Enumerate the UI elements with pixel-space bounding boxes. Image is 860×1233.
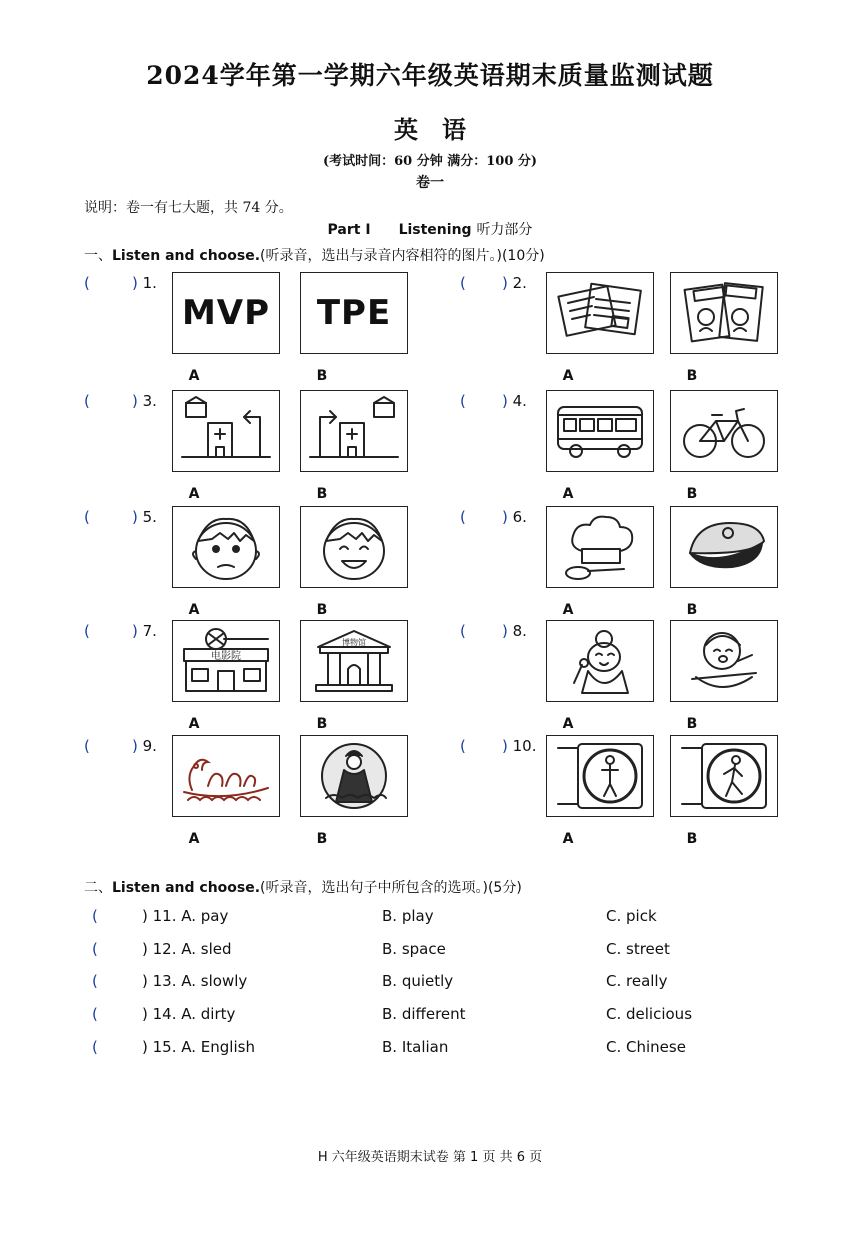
question-number: 6.	[512, 508, 527, 526]
question-number: 8.	[512, 622, 527, 640]
question-label: ) 8.	[502, 622, 527, 640]
question-number: 3.	[142, 392, 157, 410]
girl-singing-icon	[552, 625, 648, 697]
picture-option-a[interactable]	[546, 620, 654, 702]
question-label: ) 9.	[132, 737, 157, 755]
part-name: Listening 听力部分	[398, 222, 533, 238]
picture-option-b[interactable]	[670, 272, 778, 354]
chang-e-moon-icon	[306, 740, 402, 812]
picture-option-b[interactable]	[670, 390, 778, 472]
answer-blank[interactable]	[96, 622, 126, 642]
question-number: 5.	[142, 508, 157, 526]
answer-blank[interactable]	[104, 907, 140, 927]
item-number: 13.	[152, 972, 182, 990]
answer-blank[interactable]	[472, 392, 502, 412]
option-label-a: A	[562, 486, 574, 502]
answer-blank[interactable]	[104, 972, 140, 992]
question-label: ) 6.	[502, 508, 527, 526]
answer-paren-close: )	[142, 940, 153, 958]
answer-paren-open: (	[92, 972, 98, 990]
bus-icon	[552, 395, 648, 467]
option-b-text: B. play	[382, 907, 434, 925]
picture-option-a[interactable]	[172, 620, 280, 702]
answer-paren-open: (	[460, 274, 466, 292]
question-label: ) 2.	[502, 274, 527, 292]
police-cap-icon	[676, 511, 772, 583]
answer-blank[interactable]	[96, 508, 126, 528]
answer-paren-open: (	[84, 508, 90, 526]
answer-paren-open: (	[460, 508, 466, 526]
chef-hat-icon	[552, 511, 648, 583]
worried-boy-icon	[178, 511, 274, 583]
pedestrian-signal-icon	[552, 740, 648, 812]
option-label-b: B	[686, 716, 698, 732]
picture-option-b[interactable]	[670, 620, 778, 702]
answer-blank[interactable]	[96, 274, 126, 294]
answer-paren-close: )	[142, 907, 153, 925]
answer-paren-close: )	[142, 972, 153, 990]
subject-title: 英语	[394, 115, 490, 144]
section1-heading: 一、Listen and choose.(听录音，选出与录音内容相符的图片。)(10分)	[84, 248, 545, 264]
option-b-text: B. Italian	[382, 1038, 449, 1056]
option-label-b: B	[316, 716, 328, 732]
cinema-icon	[178, 625, 274, 697]
answer-blank[interactable]	[104, 1005, 140, 1025]
picture-option-b[interactable]	[300, 272, 408, 354]
newspaper-icon	[552, 277, 648, 349]
question-number: 9.	[142, 737, 157, 755]
option-label-a: A	[188, 831, 200, 847]
option-a-text: A. slowly	[181, 972, 248, 990]
bike-icon	[676, 395, 772, 467]
question-number: 2.	[512, 274, 527, 292]
option-c-text: C. pick	[606, 907, 657, 925]
option-b-text: B. quietly	[382, 972, 454, 990]
option-label-b: B	[316, 602, 328, 618]
time-info: (考试时间：60 分钟 满分：100 分)	[322, 154, 538, 169]
answer-paren-open: (	[84, 274, 90, 292]
option-a-text: A. English	[181, 1038, 255, 1056]
answer-paren-open: (	[92, 1038, 98, 1056]
option-label-a: A	[188, 602, 200, 618]
picture-option-a[interactable]	[172, 272, 280, 354]
item-number: 11.	[152, 907, 182, 925]
answer-paren-open: (	[92, 907, 98, 925]
option-b-text: B. different	[382, 1005, 466, 1023]
section1-title: Listen and choose.	[112, 248, 261, 264]
section2-heading: 二、Listen and choose.(听录音，选出句子中所包含的选项。)(5分)	[84, 880, 522, 896]
svg-text:电影院: 电影院	[211, 651, 241, 662]
picture-option-a[interactable]	[172, 390, 280, 472]
section2-title: Listen and choose.	[112, 880, 261, 896]
option-a-text: A. pay	[181, 907, 229, 925]
answer-paren-close: )	[142, 1038, 153, 1056]
option-a-text: A. sled	[181, 940, 232, 958]
answer-paren-open: (	[84, 392, 90, 410]
picture-option-b[interactable]	[670, 735, 778, 817]
item-number: 14.	[152, 1005, 182, 1023]
option-label-b: B	[316, 368, 328, 384]
question-label: ) 1.	[132, 274, 157, 292]
answer-blank[interactable]	[472, 737, 502, 757]
pedestrian-walk-signal-icon	[676, 740, 772, 812]
answer-paren-open: (	[84, 622, 90, 640]
option-label-a: A	[188, 716, 200, 732]
question-label: ) 4.	[502, 392, 527, 410]
option-label-b: B	[686, 831, 698, 847]
question-number: 10.	[512, 737, 537, 755]
answer-blank[interactable]	[96, 737, 126, 757]
answer-blank[interactable]	[472, 274, 502, 294]
option-label-b: B	[686, 486, 698, 502]
option-label-b: B	[686, 368, 698, 384]
section2-desc: (听录音，选出句子中所包含的选项。)(5分)	[260, 880, 522, 896]
item-a	[142, 940, 232, 958]
answer-paren-open: (	[92, 940, 98, 958]
picture-option-b[interactable]	[300, 390, 408, 472]
question-number: 4.	[512, 392, 527, 410]
question-label: ) 10.	[502, 737, 537, 755]
answer-paren-open: (	[460, 737, 466, 755]
answer-paren-open: (	[460, 622, 466, 640]
option-label-a: A	[562, 602, 574, 618]
answer-blank[interactable]	[104, 1038, 140, 1058]
picture-option-b[interactable]	[300, 506, 408, 588]
option-label-a: A	[562, 831, 574, 847]
option-label-a: A	[562, 368, 574, 384]
item-number: 15.	[152, 1038, 182, 1056]
picture-option-a[interactable]	[172, 506, 280, 588]
svg-text:博物馆: 博物馆	[342, 638, 366, 647]
turn-left-hospital-icon	[178, 395, 274, 467]
option-label-a: A	[188, 486, 200, 502]
turn-right-hospital-icon	[306, 395, 402, 467]
item-a	[142, 972, 247, 990]
option-a-text: A. dirty	[181, 1005, 236, 1023]
picture-option-a[interactable]	[546, 390, 654, 472]
part-heading	[0, 219, 860, 239]
dragon-boat-icon	[178, 740, 274, 812]
option-label-b: B	[686, 602, 698, 618]
answer-paren-close: )	[142, 1005, 153, 1023]
answer-blank[interactable]	[104, 940, 140, 960]
answer-paren-open: (	[460, 392, 466, 410]
question-label: ) 5.	[132, 508, 157, 526]
picture-option-a[interactable]	[546, 735, 654, 817]
mvp-text: MVP	[181, 293, 271, 333]
question-number: 1.	[142, 274, 157, 292]
girl-eating-icon	[676, 625, 772, 697]
instructions-note: 说明：卷一有七大题，共 74 分。	[84, 200, 293, 216]
part-label: Part I	[327, 222, 371, 238]
answer-paren-open: (	[84, 737, 90, 755]
item-a	[142, 1038, 255, 1056]
option-label-b: B	[316, 831, 328, 847]
answer-blank[interactable]	[472, 508, 502, 528]
page-footer: H 六年级英语期末试卷 第 1 页 共 6 页	[317, 1150, 543, 1165]
picture-option-b[interactable]	[670, 506, 778, 588]
question-label: ) 3.	[132, 392, 157, 410]
option-c-text: C. really	[606, 972, 668, 990]
option-c-text: C. Chinese	[606, 1038, 686, 1056]
exam-title: 2024学年第一学期六年级英语期末质量监测试题	[146, 61, 714, 90]
picture-option-b[interactable]	[300, 735, 408, 817]
option-b-text: B. space	[382, 940, 446, 958]
picture-option-a[interactable]	[172, 735, 280, 817]
happy-boy-icon	[306, 511, 402, 583]
option-label-b: B	[316, 486, 328, 502]
item-number: 12.	[152, 940, 182, 958]
section1-desc: (听录音，选出与录音内容相符的图片。)(10分)	[260, 248, 545, 264]
volume-label: 卷一	[416, 175, 444, 191]
question-label: ) 7.	[132, 622, 157, 640]
option-label-a: A	[562, 716, 574, 732]
question-number: 7.	[142, 622, 157, 640]
answer-paren-open: (	[92, 1005, 98, 1023]
answer-blank[interactable]	[96, 392, 126, 412]
tpe-text: TPE	[316, 293, 392, 333]
item-a	[142, 1005, 235, 1023]
option-c-text: C. street	[606, 940, 670, 958]
answer-blank[interactable]	[472, 622, 502, 642]
item-a	[142, 907, 228, 925]
picture-option-b[interactable]	[300, 620, 408, 702]
option-label-a: A	[188, 368, 200, 384]
picture-option-a[interactable]	[546, 506, 654, 588]
option-c-text: C. delicious	[606, 1005, 693, 1023]
picture-option-a[interactable]	[546, 272, 654, 354]
museum-icon	[306, 625, 402, 697]
comic-book-icon	[676, 277, 772, 349]
